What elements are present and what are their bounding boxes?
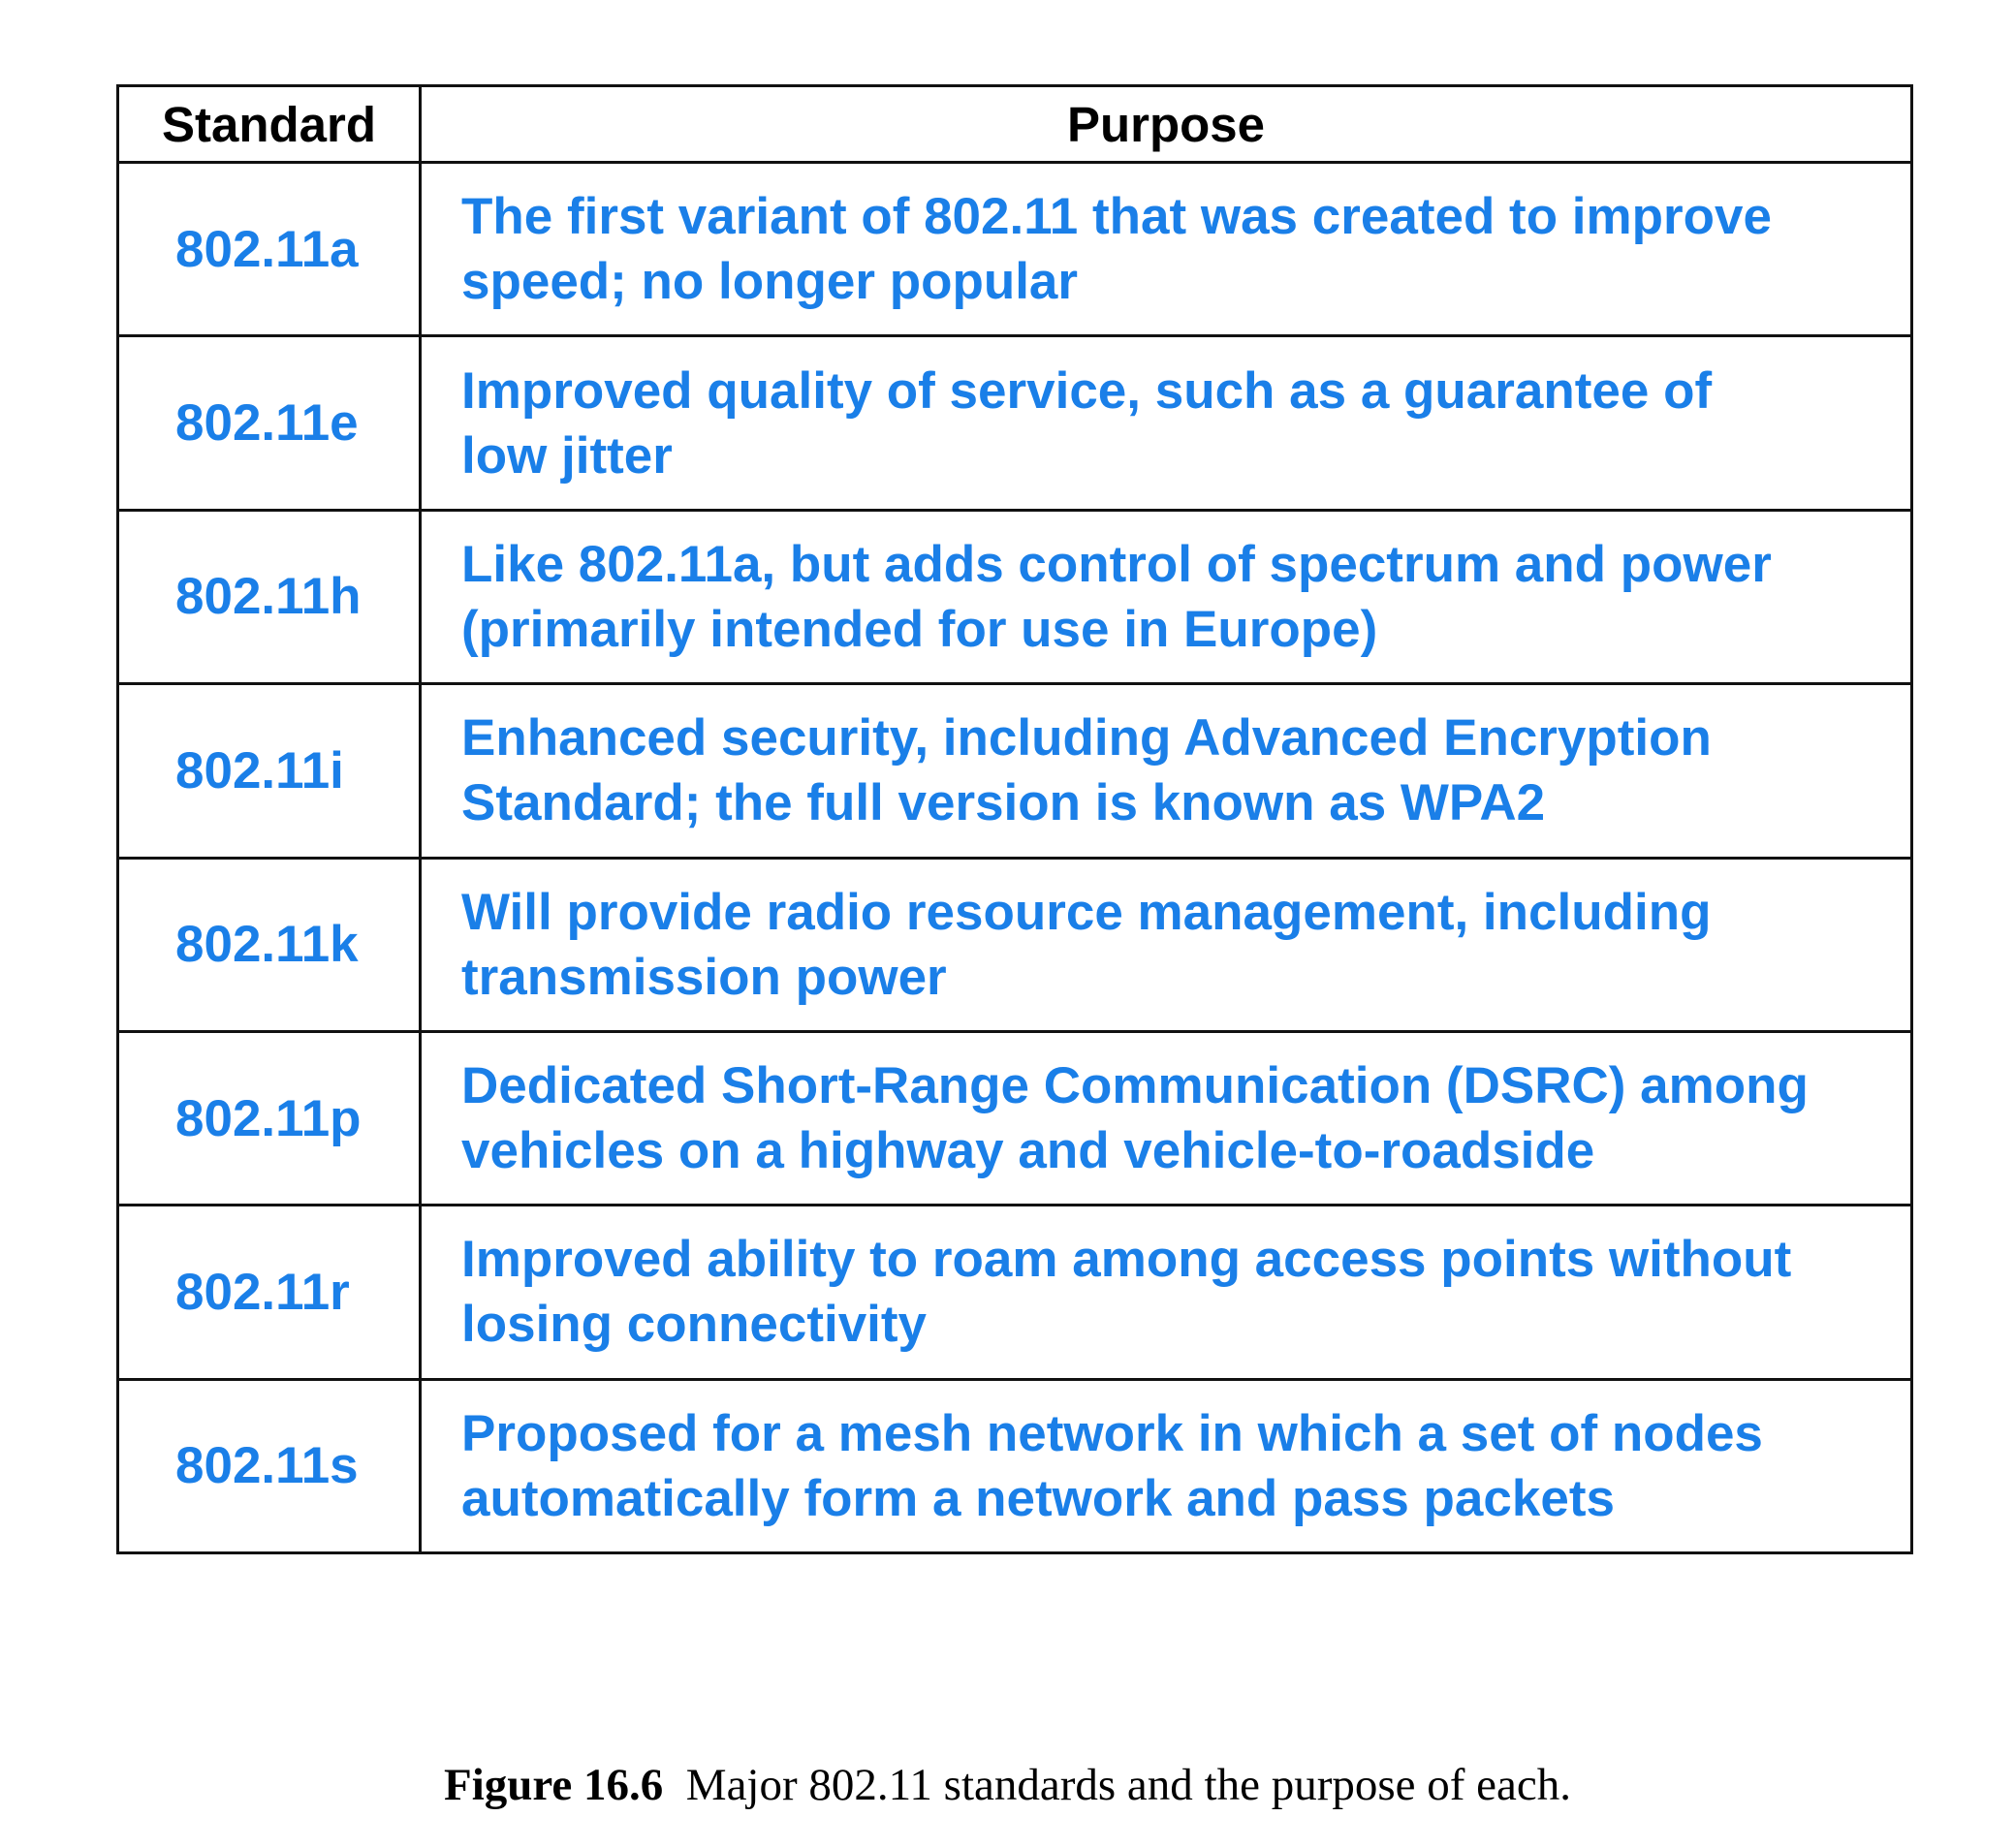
purpose-cell bbox=[421, 336, 1912, 510]
table-row bbox=[118, 336, 1912, 510]
header-standard: Standard bbox=[118, 86, 421, 163]
standard-cell: 802.11i bbox=[118, 684, 421, 858]
figure-label: Figure 16.6 bbox=[444, 1760, 664, 1810]
purpose-line: Proposed for a mesh network in which a set of nodes bbox=[461, 1404, 1763, 1462]
purpose-cell bbox=[421, 684, 1912, 858]
standards-table bbox=[116, 84, 1913, 1554]
purpose-line: vehicles on a highway and vehicle-to-roadside bbox=[461, 1122, 1595, 1180]
table-row bbox=[118, 1379, 1912, 1552]
standard-cell: 802.11k bbox=[118, 858, 421, 1031]
table-row bbox=[118, 1206, 1912, 1379]
table-row bbox=[118, 1031, 1912, 1205]
table-row bbox=[118, 684, 1912, 858]
standard-cell: 802.11r bbox=[118, 1206, 421, 1379]
purpose-line: Improved ability to roam among access points without bbox=[461, 1231, 1792, 1289]
purpose-cell bbox=[421, 1206, 1912, 1379]
purpose-line: speed; no longer popular bbox=[461, 253, 1079, 311]
purpose-cell bbox=[421, 858, 1912, 1031]
purpose-line: Will provide radio resource management, including bbox=[461, 883, 1712, 941]
purpose-line: Enhanced security, including Advanced Encryption bbox=[461, 709, 1712, 767]
purpose-cell bbox=[421, 163, 1912, 336]
purpose-line: Like 802.11a, but adds control of spectrum and power bbox=[461, 535, 1772, 593]
purpose-line: Standard; the full version is known as WPA2 bbox=[461, 774, 1546, 832]
purpose-line: automatically form a network and pass packets bbox=[461, 1469, 1615, 1527]
header-row bbox=[118, 86, 1912, 163]
purpose-line: Dedicated Short-Range Communication (DSRC) among bbox=[461, 1057, 1809, 1115]
purpose-line: transmission power bbox=[461, 948, 947, 1006]
purpose-cell bbox=[421, 510, 1912, 683]
figure-caption-text: Major 802.11 standards and the purpose of each. bbox=[685, 1760, 1571, 1810]
standard-cell: 802.11e bbox=[118, 336, 421, 510]
purpose-line: The first variant of 802.11 that was created to improve bbox=[461, 188, 1772, 246]
purpose-cell bbox=[421, 1031, 1912, 1205]
standard-cell: 802.11h bbox=[118, 510, 421, 683]
table-row bbox=[118, 163, 1912, 336]
figure-caption bbox=[0, 1759, 2015, 1811]
header-purpose: Purpose bbox=[421, 86, 1912, 163]
standard-cell: 802.11a bbox=[118, 163, 421, 336]
purpose-line: losing connectivity bbox=[461, 1296, 928, 1354]
standard-cell: 802.11p bbox=[118, 1031, 421, 1205]
table-row bbox=[118, 510, 1912, 683]
purpose-line: low jitter bbox=[461, 426, 673, 485]
purpose-cell bbox=[421, 1379, 1912, 1552]
standard-cell: 802.11s bbox=[118, 1379, 421, 1552]
purpose-line: Improved quality of service, such as a guarantee of bbox=[461, 361, 1713, 420]
table-row bbox=[118, 858, 1912, 1031]
purpose-line: (primarily intended for use in Europe) bbox=[461, 600, 1378, 658]
